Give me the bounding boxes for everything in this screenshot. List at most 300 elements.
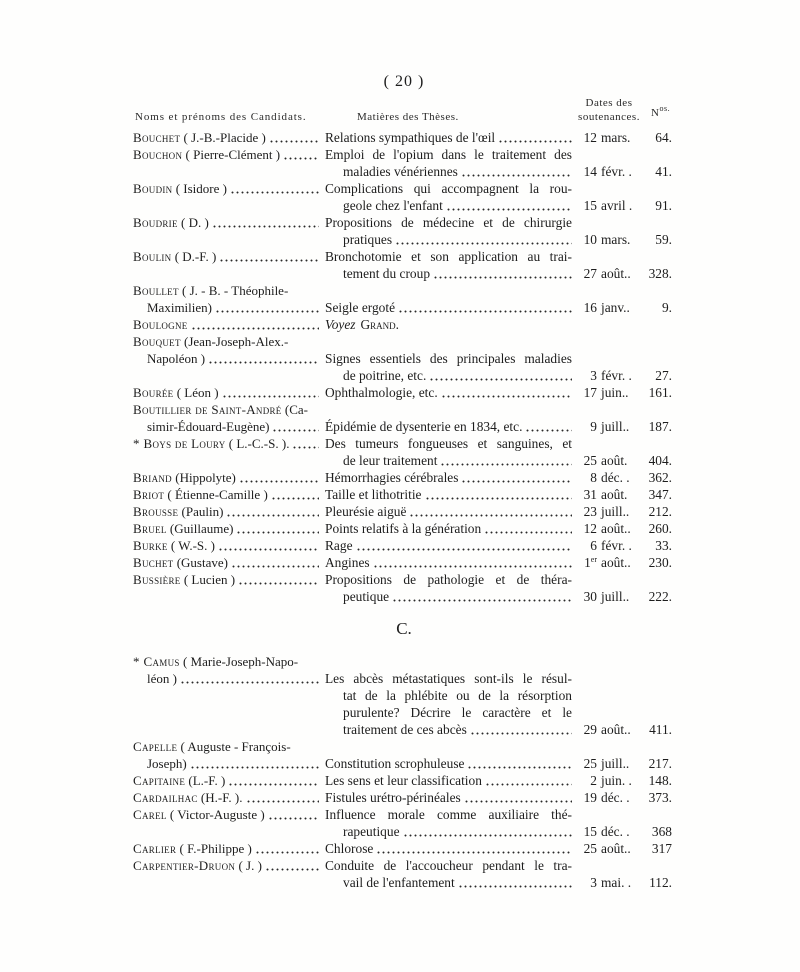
dot-leader xyxy=(395,231,572,248)
candidate-name-line xyxy=(133,469,319,486)
thesis-subject xyxy=(325,214,572,248)
thesis-subject-text: Taille et lithotritie xyxy=(325,487,422,502)
dot-leader xyxy=(398,299,572,316)
defense-day xyxy=(577,554,597,571)
thesis-subject-text: Constitution scrophuleuse xyxy=(325,756,465,771)
thesis-subject-line: Des tumeurs fongueuses et sanguines, et xyxy=(325,436,572,451)
thesis-subject-text: Épidémie de dysenterie en 1834, etc. xyxy=(325,419,523,434)
candidate-name-line xyxy=(133,772,319,789)
candidate-name-line xyxy=(133,180,319,197)
thesis-subject-line: Bronchotomie et son application au trai- xyxy=(325,249,572,264)
defense-day xyxy=(577,231,597,248)
defense-month: févr. . xyxy=(601,368,632,383)
defense-day xyxy=(577,823,597,840)
register-entry xyxy=(0,435,800,469)
thesis-number: 362. xyxy=(648,470,672,485)
candidate-name-text xyxy=(133,772,225,789)
thesis-subject-line xyxy=(325,384,572,401)
thesis-subject-text: Relations sympathiques de l'œil xyxy=(325,130,496,145)
candidate-surname: Burke xyxy=(133,538,168,553)
defense-day-number: 2 xyxy=(590,773,597,788)
candidate-name xyxy=(133,282,319,316)
thesis-subject-line xyxy=(325,265,572,282)
thesis-subject-line xyxy=(325,418,572,435)
see-label: Voyez xyxy=(325,317,356,332)
dot-leader xyxy=(271,486,319,503)
defense-day xyxy=(577,163,597,180)
candidate-name-text xyxy=(133,503,223,520)
dot-leader xyxy=(180,670,319,687)
register-entry xyxy=(0,282,800,316)
candidate-name-line xyxy=(133,401,319,418)
candidate-given-names: ( Léon ) xyxy=(173,385,219,400)
defense-day-number: 12 xyxy=(583,521,597,536)
candidate-name-text xyxy=(133,537,215,554)
dot-leader xyxy=(464,789,572,806)
thesis-number: 230. xyxy=(648,555,672,570)
candidate-name xyxy=(133,554,319,571)
candidate-given-names: (Ca- xyxy=(281,402,308,417)
thesis-subject-text: Seigle ergoté xyxy=(325,300,396,315)
thesis-subject xyxy=(325,180,572,214)
defense-day xyxy=(577,789,597,806)
dot-leader xyxy=(212,214,319,231)
thesis-subject-line: Propositions de médecine et de chirurgie xyxy=(325,215,572,230)
dot-leader xyxy=(409,503,572,520)
candidate-name xyxy=(133,840,319,857)
register-entry xyxy=(0,333,800,384)
defense-month: déc. . xyxy=(601,790,630,805)
candidate-name-text xyxy=(133,857,262,874)
thesis-subject xyxy=(325,772,572,789)
dot-leader xyxy=(218,537,319,554)
candidate-name-line xyxy=(133,840,319,857)
register-entry xyxy=(0,129,800,146)
thesis-subject-text: peutique xyxy=(343,589,390,604)
register-entry xyxy=(0,146,800,180)
dot-leader xyxy=(219,248,319,265)
thesis-number: 9. xyxy=(661,300,672,315)
candidate-name-line xyxy=(133,520,319,537)
thesis-subject xyxy=(325,537,572,554)
dot-leader xyxy=(265,857,319,874)
thesis-subject-line: Les abcès métastatiques sont-ils le résul- xyxy=(325,671,572,686)
candidate-name-text xyxy=(133,333,288,350)
candidate-given-names: ( Lucien ) xyxy=(180,572,236,587)
candidate-given-names: Napoléon ) xyxy=(147,351,206,366)
candidate-surname: Carpentier-Druon xyxy=(133,858,236,873)
section-heading-letter: C. xyxy=(396,619,412,638)
thesis-subject-line xyxy=(325,452,572,469)
defense-month: mars. xyxy=(601,232,631,247)
candidate-given-names: ( D.-F. ) xyxy=(171,249,217,264)
register-entry xyxy=(0,214,800,248)
candidate-name xyxy=(133,401,319,435)
thesis-number: 328. xyxy=(648,266,672,281)
thesis-number: 161. xyxy=(648,385,672,400)
candidate-name-text xyxy=(133,435,289,452)
thesis-subject-text: de poitrine, etc. xyxy=(343,368,427,383)
defense-month: déc. . xyxy=(601,470,630,485)
thesis-number: 27. xyxy=(655,368,672,383)
candidate-name-text xyxy=(133,520,233,537)
thesis-subject-line xyxy=(325,197,572,214)
dot-leader xyxy=(222,384,319,401)
defense-day xyxy=(577,129,597,146)
asterisk-mark: * xyxy=(133,436,140,451)
dot-leader xyxy=(484,520,572,537)
dot-leader xyxy=(356,537,572,554)
thesis-subject-line xyxy=(325,163,572,180)
register-entry xyxy=(0,806,800,840)
dot-leader xyxy=(467,755,572,772)
dot-leader xyxy=(498,129,572,146)
thesis-subject-text: Hémorrhagies cérébrales xyxy=(325,470,459,485)
defense-month: janv.. xyxy=(601,300,630,315)
candidate-given-names: ( F.-Philippe ) xyxy=(176,841,252,856)
thesis-subject-line: Conduite de l'accoucheur pendant le tra- xyxy=(325,858,572,873)
column-header-numbers-superscript: os. xyxy=(659,104,671,113)
defense-day-number: 25 xyxy=(583,756,597,771)
candidate-name-text xyxy=(133,214,209,231)
candidate-surname: Bourée xyxy=(133,385,174,400)
candidate-name xyxy=(133,806,319,823)
defense-month: juill.. xyxy=(601,756,630,771)
asterisk-mark: * xyxy=(133,654,140,669)
candidate-name xyxy=(133,653,319,687)
column-header-names: Noms et prénoms des Candidats. xyxy=(135,111,307,123)
thesis-subject-text: Fistules urétro-périnéales xyxy=(325,790,461,805)
dot-leader xyxy=(373,554,572,571)
defense-day xyxy=(577,265,597,282)
candidate-name-line xyxy=(133,384,319,401)
thesis-subject xyxy=(325,503,572,520)
defense-day xyxy=(577,452,597,469)
defense-month: juin. . xyxy=(601,773,632,788)
dot-leader xyxy=(208,350,319,367)
defense-day-number: 15 xyxy=(583,824,597,839)
candidate-surname: Carel xyxy=(133,807,167,822)
defense-day xyxy=(577,503,597,520)
defense-day xyxy=(577,588,597,605)
defense-day xyxy=(577,486,597,503)
dot-leader xyxy=(255,840,319,857)
defense-month: août. xyxy=(601,453,628,468)
thesis-number: 373. xyxy=(648,790,672,805)
dot-leader xyxy=(230,180,319,197)
defense-day-number: 6 xyxy=(590,538,597,553)
thesis-subject-text: Chlorose xyxy=(325,841,374,856)
candidate-given-names: simir-Édouard-Eugène) xyxy=(147,419,270,434)
cross-reference xyxy=(325,316,572,333)
candidate-name xyxy=(133,214,319,231)
candidate-name-line xyxy=(133,806,319,823)
register-entry xyxy=(0,772,800,789)
dot-leader xyxy=(433,265,572,282)
candidate-name-line xyxy=(133,418,319,435)
defense-day-number: 25 xyxy=(583,453,597,468)
candidate-surname: Bouchet xyxy=(133,130,181,145)
candidate-given-names: Maximilien) xyxy=(147,300,212,315)
candidate-name-text xyxy=(133,486,268,503)
candidate-given-names: léon ) xyxy=(147,671,177,686)
thesis-subject xyxy=(325,146,572,180)
register-entry xyxy=(0,857,800,891)
dot-leader xyxy=(238,571,319,588)
dot-leader xyxy=(458,874,572,891)
candidate-given-names: ( Étienne-Camille ) xyxy=(164,487,268,502)
thesis-subject xyxy=(325,418,572,435)
candidate-given-names: (L.-F. ) xyxy=(185,773,226,788)
defense-day xyxy=(577,840,597,857)
column-header-numbers-main: N xyxy=(651,107,660,119)
candidate-name-line xyxy=(133,571,319,588)
thesis-subject xyxy=(325,248,572,282)
candidate-name xyxy=(133,435,319,452)
defense-month: mai. . xyxy=(601,875,632,890)
defense-day xyxy=(577,772,597,789)
defense-month: août.. xyxy=(601,722,631,737)
column-header-subjects: Matières des Thèses. xyxy=(357,111,459,123)
defense-month: juill.. xyxy=(601,419,630,434)
candidate-name-line xyxy=(133,333,319,350)
dot-leader xyxy=(231,554,319,571)
thesis-subject-text: vail de l'enfantement xyxy=(343,875,455,890)
thesis-subject-text: geole chez l'enfant xyxy=(343,198,443,213)
thesis-subject-line: Signes essentiels des principales maladies xyxy=(325,351,572,366)
candidate-surname: Briand xyxy=(133,470,172,485)
candidate-name-text xyxy=(133,384,219,401)
thesis-subject-line: purulente? Décrire le caractère et le xyxy=(343,705,572,720)
candidate-surname: Bouchon xyxy=(133,147,183,162)
candidate-name-text xyxy=(133,248,216,265)
candidate-name-line xyxy=(133,755,319,772)
thesis-subject-text: Angines xyxy=(325,555,370,570)
thesis-subject-line xyxy=(325,503,572,520)
defense-month: août.. xyxy=(601,266,631,281)
candidate-name xyxy=(133,146,319,163)
candidate-surname: Brousse xyxy=(133,504,179,519)
defense-day xyxy=(577,418,597,435)
defense-day-number: 25 xyxy=(583,841,597,856)
candidate-given-names: (H.-F. ). xyxy=(197,790,243,805)
candidate-surname: Briot xyxy=(133,487,165,502)
thesis-number: 260. xyxy=(648,521,672,536)
candidate-surname: Boulogne xyxy=(133,317,188,332)
thesis-subject-text: tement du croup xyxy=(343,266,431,281)
candidate-surname: Buchet xyxy=(133,555,174,570)
candidate-given-names: ( D. ) xyxy=(177,215,209,230)
candidate-name-line xyxy=(133,857,319,874)
candidate-name-line xyxy=(133,299,319,316)
register-entry xyxy=(0,180,800,214)
defense-month: juill.. xyxy=(601,504,630,519)
candidate-name-line xyxy=(133,350,319,367)
defense-month: mars. xyxy=(601,130,631,145)
thesis-subject-line: Complications qui accompagnent la rou- xyxy=(325,181,572,196)
dot-leader xyxy=(215,299,319,316)
defense-day xyxy=(577,721,597,738)
dot-leader xyxy=(485,772,572,789)
column-header-dates-line1: Dates des xyxy=(585,97,633,109)
candidate-name-text xyxy=(147,350,205,367)
column-header-dates-line2: soutenances. xyxy=(578,111,640,123)
thesis-subject xyxy=(325,316,572,333)
candidate-surname: Carlier xyxy=(133,841,177,856)
candidate-surname: Bussière xyxy=(133,572,181,587)
thesis-subject xyxy=(325,571,572,605)
thesis-number: 217. xyxy=(648,756,672,771)
thesis-subject-line xyxy=(325,840,572,857)
defense-day xyxy=(577,874,597,891)
thesis-subject xyxy=(325,299,572,316)
candidate-name-line xyxy=(133,282,319,299)
candidate-name-text xyxy=(133,469,236,486)
register-entry xyxy=(0,401,800,435)
thesis-subject-text: traitement de ces abcès xyxy=(343,722,467,737)
defense-day xyxy=(577,197,597,214)
candidate-name-line xyxy=(133,129,319,146)
thesis-subject-text: de leur traitement xyxy=(343,453,438,468)
candidate-surname: Boutillier de Saint-André xyxy=(133,402,282,417)
dot-leader xyxy=(461,469,572,486)
candidate-name xyxy=(133,469,319,486)
defense-day-number: 1 xyxy=(584,555,591,570)
candidate-name xyxy=(133,857,319,874)
register-entry xyxy=(0,789,800,806)
candidate-name-text xyxy=(133,401,308,418)
column-header-dates xyxy=(572,96,646,124)
candidate-name-line xyxy=(133,537,319,554)
thesis-subject-text: Les sens et leur classification xyxy=(325,773,482,788)
register-entry xyxy=(0,537,800,554)
defense-day xyxy=(577,537,597,554)
candidate-name-text xyxy=(133,180,227,197)
candidate-given-names: (Paulin) xyxy=(178,504,224,519)
dot-leader xyxy=(376,840,572,857)
defense-day-number: 29 xyxy=(583,722,597,737)
candidate-name xyxy=(133,772,319,789)
dot-leader xyxy=(392,588,572,605)
thesis-number: 59. xyxy=(655,232,672,247)
candidate-surname: Camus xyxy=(143,654,180,669)
defense-day-number: 19 xyxy=(583,790,597,805)
defense-day-number: 27 xyxy=(583,266,597,281)
dot-leader xyxy=(239,469,319,486)
thesis-subject-line: Emploi de l'opium dans le traitement des xyxy=(325,147,572,162)
thesis-subject-line xyxy=(325,874,572,891)
dot-leader xyxy=(425,486,573,503)
register-entry xyxy=(0,840,800,857)
candidate-name-text xyxy=(133,129,266,146)
candidate-name-text xyxy=(147,299,212,316)
thesis-subject xyxy=(325,857,572,891)
candidate-name-text xyxy=(133,789,243,806)
defense-day-number: 16 xyxy=(583,300,597,315)
candidate-given-names: ( Marie-Joseph-Napo- xyxy=(179,654,299,669)
defense-month: déc. . xyxy=(601,824,630,839)
thesis-number: 148. xyxy=(648,773,672,788)
thesis-number: 91. xyxy=(655,198,672,213)
candidate-name-text xyxy=(133,282,288,299)
candidate-name-text xyxy=(133,571,235,588)
thesis-subject xyxy=(325,755,572,772)
see-reference: Grand. xyxy=(360,317,400,332)
thesis-number: 411. xyxy=(649,722,672,737)
defense-day-number: 14 xyxy=(583,164,597,179)
dot-leader xyxy=(446,197,572,214)
register-entry xyxy=(0,248,800,282)
defense-day-number: 8 xyxy=(590,470,597,485)
thesis-subject xyxy=(325,554,572,571)
register-entry xyxy=(0,554,800,571)
defense-day-number: 31 xyxy=(583,487,597,502)
thesis-subject-line: Propositions de pathologie et de théra- xyxy=(325,572,572,587)
thesis-subject-line xyxy=(325,537,572,554)
candidate-surname: Boudin xyxy=(133,181,173,196)
defense-day-number: 17 xyxy=(583,385,597,400)
candidate-surname: Bouquet xyxy=(133,334,181,349)
dot-leader xyxy=(246,789,320,806)
thesis-number: 64. xyxy=(655,130,672,145)
thesis-subject-line xyxy=(325,486,572,503)
candidate-given-names: ( Victor-Auguste ) xyxy=(166,807,265,822)
thesis-subject-line xyxy=(325,772,572,789)
defense-day-number: 12 xyxy=(583,130,597,145)
thesis-number: 222. xyxy=(648,589,672,604)
defense-month: août.. xyxy=(601,555,631,570)
thesis-subject-line xyxy=(325,789,572,806)
defense-day-number: 15 xyxy=(583,198,597,213)
candidate-given-names: (Jean-Joseph-Alex.- xyxy=(180,334,289,349)
defense-day xyxy=(577,469,597,486)
candidate-name xyxy=(133,333,319,367)
thesis-subject-line xyxy=(325,469,572,486)
dot-leader xyxy=(292,435,319,452)
thesis-register xyxy=(0,129,800,891)
candidate-name-line xyxy=(133,316,319,333)
dot-leader xyxy=(236,520,319,537)
dot-leader xyxy=(228,772,319,789)
candidate-name xyxy=(133,537,319,554)
candidate-given-names: ( J. ) xyxy=(235,858,262,873)
candidate-name-line xyxy=(133,653,319,670)
candidate-name xyxy=(133,316,319,333)
candidate-name-text xyxy=(133,840,252,857)
thesis-subject-text: Rage xyxy=(325,538,353,553)
candidate-name xyxy=(133,180,319,197)
defense-month: juill.. xyxy=(601,589,630,604)
thesis-subject-text: rapeutique xyxy=(343,824,400,839)
candidate-name-line xyxy=(133,248,319,265)
candidate-given-names: ( Pierre-Clément ) xyxy=(182,147,281,162)
candidate-name-text xyxy=(133,738,291,755)
defense-day xyxy=(577,755,597,772)
dot-leader xyxy=(470,721,572,738)
candidate-name-text xyxy=(133,806,265,823)
register-entry xyxy=(0,571,800,605)
thesis-subject-line xyxy=(325,588,572,605)
candidate-surname: Cardailhac xyxy=(133,790,198,805)
thesis-subject-line xyxy=(325,554,572,571)
thesis-number: 347. xyxy=(648,487,672,502)
defense-month: août.. xyxy=(601,841,631,856)
candidate-name xyxy=(133,520,319,537)
thesis-subject xyxy=(325,520,572,537)
page-number: ( 20 ) xyxy=(383,73,425,90)
dot-leader xyxy=(268,806,319,823)
candidate-surname: Capelle xyxy=(133,739,178,754)
